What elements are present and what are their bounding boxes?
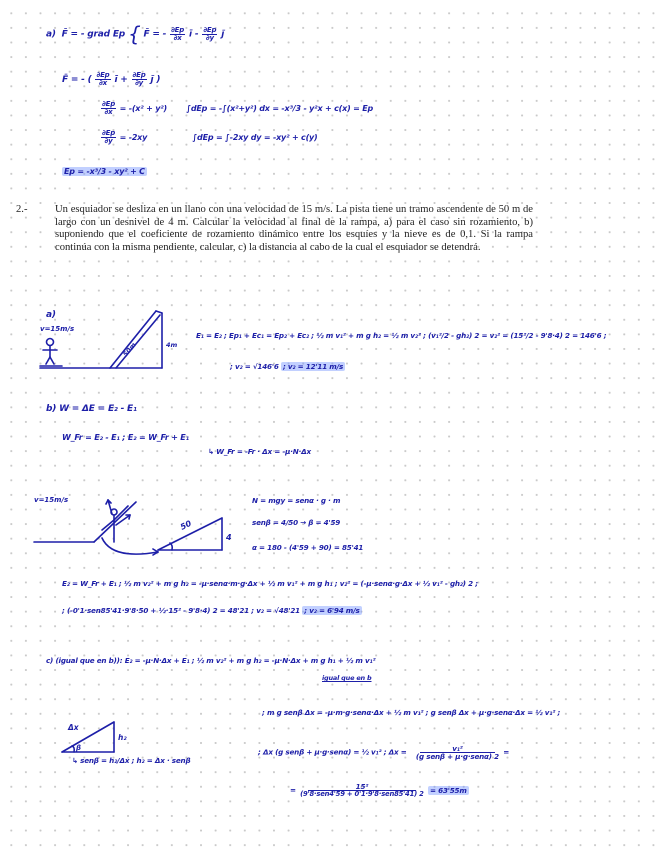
part-b-line3: ↳ W_Fr = -Fr · Δx = -μ·N·Δx [208, 447, 311, 456]
svg-text:4m: 4m [166, 341, 178, 349]
part1-line4: $\frac{\partial Ep}{\partial y}$ = -2xy ∫dEp = ∫-2xy dy = -xy² + c(y) [102, 129, 318, 145]
ramp-figure-b [32, 490, 242, 560]
part-b-n2: senβ = 4/50 → β = 4'59 [252, 518, 341, 527]
svg-text:50: 50 [178, 518, 193, 532]
part-b-line2: W_Fr = E₂ - E₁ ; E₂ = W_Fr + E₁ [62, 433, 189, 442]
part-c-line3: ; Δx (g senβ + μ·g·senα) = ½ v₁² ; Δx = $\frac{\text{v₁²}}{\text{(g senβ + μ·g·senα) 2}}$ = [258, 744, 510, 762]
part1-line5: Ep = -x³/3 - xy² + C [64, 167, 145, 176]
part1-line2: F̄ = - ( $\frac{\partial Ep}{\partial x}$ ī + $\frac{\partial Ep}{\partial y}$ j̄ ) [62, 71, 161, 87]
part-b-e1: E₂ = W_Fr + E₁ ; ½ m v₂² + m g h₂ = -μ·senα·m·g·Δx + ½ m v₁² + m g h₁ ; v₂² = (-μ·senα·g·Δx + ½ v₁² - gh₂) 2 ; [62, 579, 478, 588]
svg-text:50m: 50m [121, 341, 138, 359]
problem-text: Un esquiador se desliza en un llano con una velocidad de 15 m/s. La pista tiene un tramo ascendente de 50 m de largo con un desnivel de 4 m. Calcular la velocidad al final de la rampa, a) para el caso sin rozamiento, b) suponiendo que el coeficiente de rozamiento dinámico entre los esquíes y la nieve es de 0,1. Si la rampa continúa con la misma pendiente, calcular, c) la distancia al cabo de la cual el esquiador se detendrá. [55, 204, 533, 254]
part-a-eq2: ; v₂ = √146'6 ; v₂ = 12'11 m/s [230, 362, 344, 371]
svg-text:4: 4 [226, 533, 232, 542]
part-b-n1: N = mgy = senα · g · m [252, 496, 341, 505]
part-c-igual: igual que en b [322, 674, 372, 682]
part-a-label: a) [46, 310, 56, 320]
part-b-n3: α = 180 - (4'59 + 90) = 85'41 [252, 543, 364, 552]
part1-line1: a) F̄ = - grad Ep { F̄ = - $\frac{\partial Ep}{\partial x}$ ī - $\frac{\partial Ep}{\partial y}$ j̄ [46, 22, 225, 46]
triangle-figure-c [54, 716, 154, 760]
problem-number: 2.- [16, 204, 28, 215]
ramp-figure-a [38, 305, 198, 377]
svg-text:Δx: Δx [68, 723, 79, 732]
part-a-eq1: E₁ = E₂ ; Ep₁ + Ec₁ = Ep₂ + Ec₂ ; ½ m v₁² + m g h₂ = ½ m v₂² ; (v₁²/2 - gh₂) 2 = v₂² = (15²/2 - 9'8·4) 2 = 146'6 ; [196, 331, 607, 340]
svg-text:β: β [76, 744, 82, 752]
part-b-line1: b) W = ΔE = E₂ - E₁ [46, 404, 137, 414]
part-b-e2: ; (-0'1·sen85'41·9'8·50 + ½·15² - 9'8·4) 2 = 48'21 ; v₂ = √48'21 ; v₂ = 6'94 m/s [62, 606, 360, 615]
part1-line3: $\frac{\partial Ep}{\partial x}$ = -(x² + y²) ∫dEp = -∫(x²+y²) dx = -x³/3 - y²x + c(x) = Ep [102, 100, 373, 116]
svg-text:v=15m/s: v=15m/s [34, 496, 69, 504]
svg-text:v=15m/s: v=15m/s [40, 325, 75, 333]
part-c-line2: ; m g senβ Δx = -μ·m·g·senα·Δx + ½ m v₁² ; g senβ Δx + μ·g·senα·Δx = ½ v₁² ; [262, 708, 561, 717]
part-c-sen-rel: ↳ senβ = h₂/Δx ; h₂ = Δx · senβ [72, 756, 191, 765]
part-c-line4: = $\frac{\text{15²}}{\text{(9'8·sen4'59 + 0'1·9'8·sen85'41) 2}}$ = 63'55m [290, 782, 467, 799]
part-c-line1: c) (igual que en b)): E₂ = -μ·N·Δx + E₁ ; ½ m v₂² + m g h₂ = -μ·N·Δx + m g h₁ + ½ m v₁² [46, 656, 376, 665]
svg-text:h₂: h₂ [118, 733, 127, 742]
